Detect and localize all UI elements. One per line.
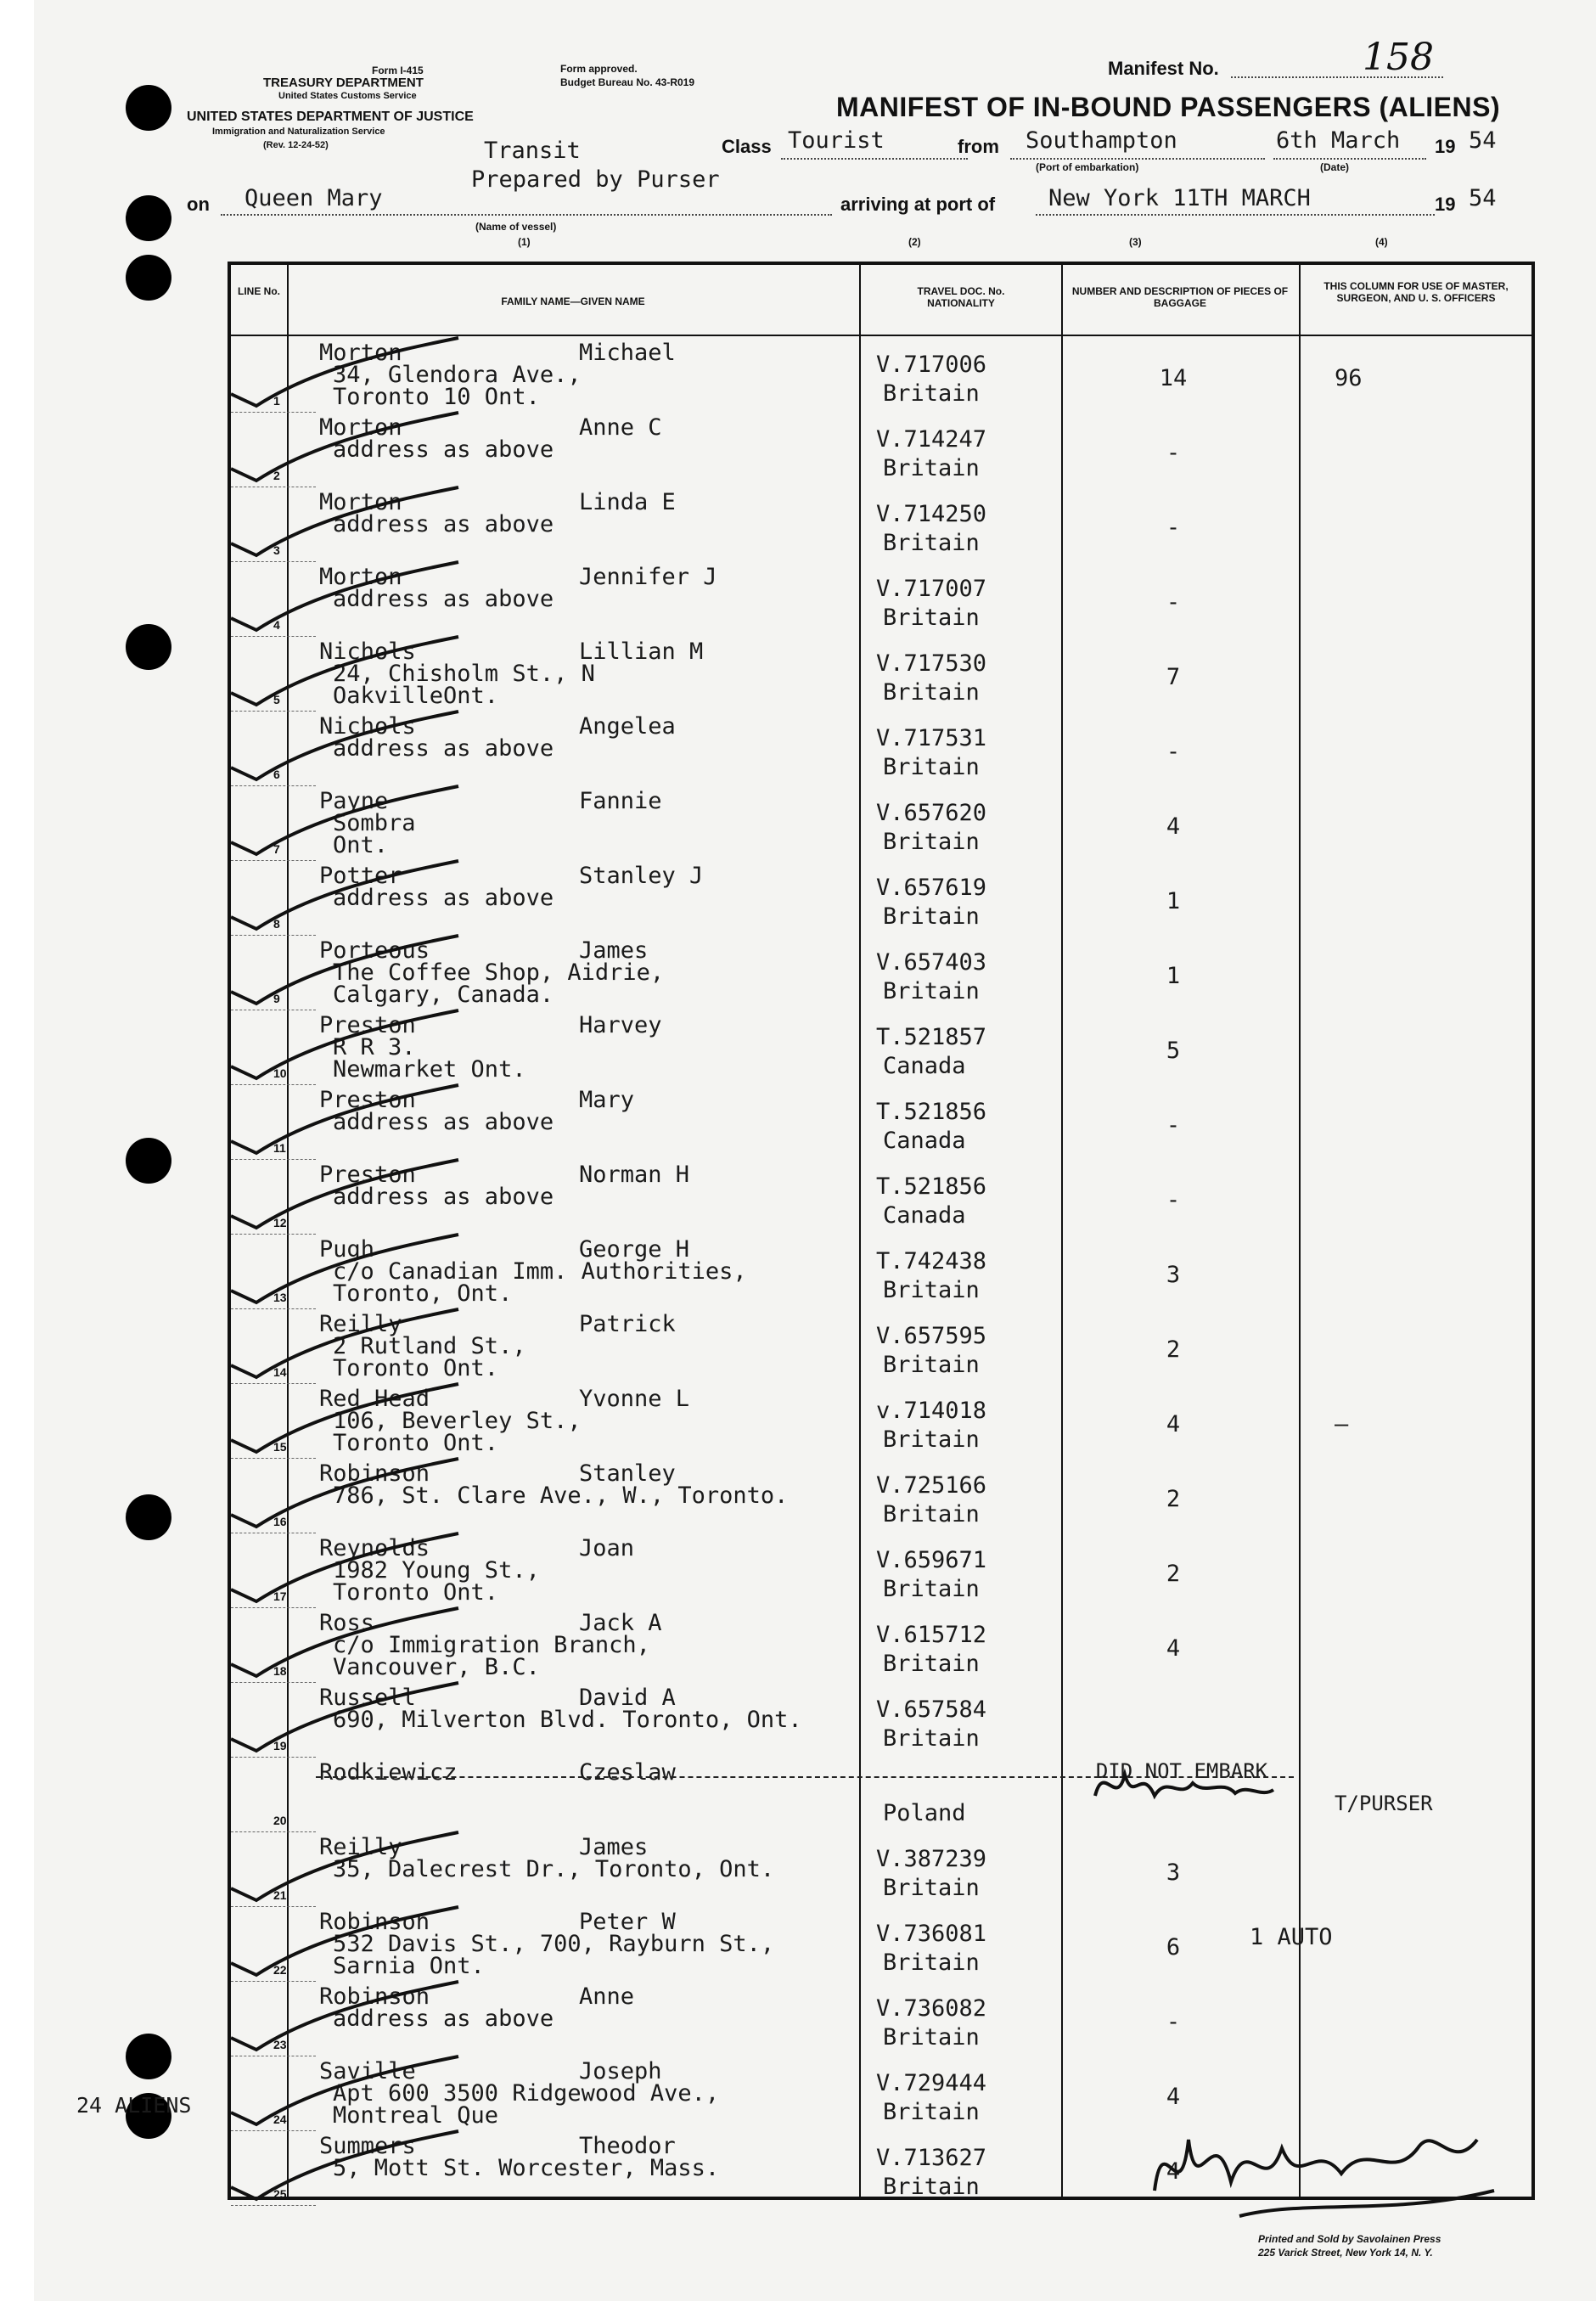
baggage-count: -	[1166, 739, 1181, 765]
address-line-1: 532 Davis St., 700, Rayburn St.,	[333, 1931, 775, 1957]
travel-doc-number: V.387239	[876, 1846, 987, 1872]
nationality: Britain	[883, 903, 980, 930]
travel-doc-number: V.657619	[876, 875, 987, 901]
travel-doc-number: V.657620	[876, 800, 987, 826]
line-number: 2	[273, 469, 280, 482]
line-number: 5	[273, 693, 280, 706]
treasury-dept: TREASURY DEPARTMENT	[263, 76, 424, 90]
given-name: Norman H	[579, 1162, 690, 1188]
travel-doc-number: V.736081	[876, 1921, 987, 1947]
table-row	[231, 786, 1531, 861]
col-name: FAMILY NAME—GIVEN NAME	[501, 295, 645, 307]
family-name: Morton	[319, 564, 402, 590]
given-name: Joan	[579, 1535, 635, 1561]
baggage-count: -	[1166, 2009, 1181, 2035]
baggage-count: 3	[1166, 1859, 1181, 1886]
family-name: Morton	[319, 489, 402, 515]
given-name: Theodor	[579, 2133, 676, 2159]
given-name: George H	[579, 1236, 690, 1263]
address-line-1: The Coffee Shop, Aidrie,	[333, 959, 665, 986]
table-row	[231, 637, 1531, 712]
address-line-1: 786, St. Clare Ave., W., Toronto.	[333, 1482, 789, 1509]
officer-note: T/PURSER	[1335, 1792, 1433, 1815]
line-number: 16	[273, 1515, 287, 1528]
address-line-1: 106, Beverley St.,	[333, 1408, 582, 1434]
baggage-count: 6	[1166, 1934, 1181, 1961]
given-name: Stanley J	[579, 863, 704, 889]
line-number: 11	[273, 1141, 286, 1155]
family-name: Preston	[319, 1162, 416, 1188]
nationality: Britain	[883, 1352, 980, 1378]
address-line-1: address as above	[333, 1109, 554, 1135]
address-line-1: address as above	[333, 735, 554, 762]
officer-note: 96	[1335, 365, 1363, 391]
manifest-no-label: Manifest No.	[1108, 58, 1219, 79]
baggage-count: 1	[1166, 888, 1181, 914]
line-number: 4	[273, 618, 280, 632]
given-name: Mary	[579, 1087, 635, 1113]
table-row	[231, 1982, 1531, 2056]
family-name: Morton	[319, 340, 402, 366]
revision: (Rev. 12-24-52)	[263, 140, 329, 150]
given-name: Linda E	[579, 489, 676, 515]
travel-doc-number: V.714250	[876, 501, 987, 527]
address-line-1: 690, Milverton Blvd. Toronto, Ont.	[333, 1707, 802, 1733]
vessel-caption: (Name of vessel)	[475, 221, 557, 233]
nationality: Britain	[883, 1651, 980, 1677]
nationality: Britain	[883, 1949, 980, 1976]
form-number: Form I-415	[372, 65, 424, 76]
nationality: Britain	[883, 1426, 980, 1453]
manifest-page	[34, 0, 1596, 2301]
family-name: Preston	[319, 1012, 416, 1038]
line-number: 8	[273, 917, 280, 931]
line-number: 17	[273, 1589, 287, 1603]
travel-doc-number: T.521856	[876, 1099, 987, 1125]
family-name: Russell	[319, 1685, 416, 1711]
table-row	[231, 1010, 1531, 1085]
port-caption: (Port of embarkation)	[1036, 161, 1139, 173]
given-name: Czeslaw	[579, 1759, 676, 1786]
baggage-count: 4	[1166, 813, 1181, 840]
family-name: Pugh	[319, 1236, 375, 1263]
class-value: Tourist	[788, 127, 885, 154]
given-name: Patrick	[579, 1311, 676, 1337]
travel-doc-number: T.521856	[876, 1173, 987, 1200]
travel-doc-number: V.725166	[876, 1472, 987, 1499]
officer-note: 1 AUTO	[1250, 1924, 1333, 1950]
manifest-number: 158	[1363, 36, 1434, 79]
line-number: 13	[273, 1291, 287, 1304]
arriving-value: New York 11TH MARCH	[1048, 185, 1311, 211]
line-number: 23	[273, 2038, 287, 2051]
baggage-count: -	[1166, 1112, 1181, 1139]
address-line-2: Newmarket Ont.	[333, 1056, 526, 1083]
address-line-2: Calgary, Canada.	[333, 982, 554, 1008]
col-baggage: NUMBER AND DESCRIPTION OF PIECES OF BAGGAGE	[1071, 285, 1289, 309]
address-line-1: Apt 600 3500 Ridgewood Ave.,	[333, 2080, 720, 2107]
table-row	[231, 1907, 1531, 1982]
table-row	[231, 487, 1531, 562]
baggage-count: 2	[1166, 1561, 1181, 1587]
line-number: 19	[273, 1739, 287, 1752]
line-number: 18	[273, 1664, 287, 1678]
nationality: Britain	[883, 2024, 980, 2051]
travel-doc-number: V.736082	[876, 1995, 987, 2022]
binder-hole	[126, 2034, 171, 2079]
nationality: Britain	[883, 1277, 980, 1303]
binder-hole	[126, 85, 171, 131]
address-line-2: Toronto Ont.	[333, 1355, 499, 1381]
year-b: 54	[1469, 185, 1497, 211]
justice-dept: UNITED STATES DEPARTMENT OF JUSTICE	[187, 110, 474, 124]
binder-hole	[126, 624, 171, 670]
line-number: 15	[273, 1440, 287, 1454]
family-name: Robinson	[319, 1983, 430, 2010]
nationality: Britain	[883, 605, 980, 631]
printer-line-2: 225 Varick Street, New York 14, N. Y.	[1258, 2247, 1433, 2259]
address-line-1: 34, Glendora Ave.,	[333, 362, 582, 388]
nationality: Canada	[883, 1053, 966, 1079]
nationality: Britain	[883, 2099, 980, 2125]
baggage-count: 14	[1159, 365, 1188, 391]
officer-signature	[1138, 2089, 1528, 2233]
address-line-1: address as above	[333, 2006, 554, 2032]
address-line-1: address as above	[333, 511, 554, 537]
line-number: 12	[273, 1216, 287, 1229]
baggage-count: 4	[1166, 2084, 1181, 2110]
line-number: 22	[273, 1963, 287, 1977]
family-name: Nichols	[319, 639, 416, 665]
table-row	[231, 861, 1531, 936]
date-caption: (Date)	[1320, 161, 1350, 173]
family-name: Rodkiewicz	[319, 1759, 458, 1786]
line-number: 7	[273, 842, 280, 856]
table-row	[231, 712, 1531, 786]
family-name: Robinson	[319, 1460, 430, 1487]
caption-4: (4)	[1375, 236, 1388, 248]
line-number: 14	[273, 1365, 287, 1379]
address-line-2: Sarnia Ont.	[333, 1953, 485, 1979]
nationality: Poland	[883, 1800, 966, 1826]
baggage-count: 5	[1166, 1038, 1181, 1064]
family-name: Ross	[319, 1610, 375, 1636]
family-name: Reilly	[319, 1311, 402, 1337]
address-line-1: 5, Mott St. Worcester, Mass.	[333, 2155, 720, 2181]
baggage-count: 3	[1166, 1262, 1181, 1288]
line-number: 1	[273, 394, 280, 408]
family-name: Saville	[319, 2058, 416, 2084]
nationality: Britain	[883, 1725, 980, 1752]
nationality: Britain	[883, 754, 980, 780]
line-number: 24	[273, 2113, 287, 2126]
aliens-count: 24 ALIENS	[76, 2093, 192, 2118]
table-row	[231, 1309, 1531, 1384]
table-row	[231, 1384, 1531, 1459]
nationality: Britain	[883, 530, 980, 556]
given-name: James	[579, 937, 649, 964]
year-prefix-b: 19	[1435, 194, 1456, 215]
given-name: James	[579, 1834, 649, 1860]
page-title: MANIFEST OF IN-BOUND PASSENGERS (ALIENS)	[836, 92, 1501, 122]
nationality: Britain	[883, 380, 980, 407]
given-name: Michael	[579, 340, 676, 366]
year-a: 54	[1469, 127, 1497, 154]
family-name: Payne	[319, 788, 389, 814]
given-name: Harvey	[579, 1012, 662, 1038]
table-row	[231, 1832, 1531, 1907]
arriving-label: arriving at port of	[840, 194, 996, 215]
from-value: Southampton	[1026, 127, 1177, 154]
address-line-1: 24, Chisholm St., N	[333, 661, 595, 687]
given-name: Fannie	[579, 788, 662, 814]
travel-doc-number: V.714247	[876, 426, 987, 453]
address-line-2: Ont.	[333, 832, 389, 858]
binder-hole	[126, 255, 171, 301]
binder-hole	[126, 1138, 171, 1184]
address-line-1: address as above	[333, 885, 554, 911]
travel-doc-number: V.717531	[876, 725, 987, 751]
vessel-name: Queen Mary	[244, 185, 383, 211]
line-number: 21	[273, 1888, 287, 1902]
given-name: Yvonne L	[579, 1386, 690, 1412]
travel-doc-number: V.717006	[876, 352, 987, 378]
address-line-1: c/o Immigration Branch,	[333, 1632, 650, 1658]
line-number: 20	[273, 1814, 287, 1827]
table-row	[231, 562, 1531, 637]
line-number: 3	[273, 543, 280, 557]
baggage-count: 4	[1166, 1411, 1181, 1437]
travel-doc-number: V.657584	[876, 1696, 987, 1723]
given-name: Lillian M	[579, 639, 704, 665]
table-row	[231, 936, 1531, 1010]
table-row	[231, 1608, 1531, 1683]
table-row	[231, 1459, 1531, 1533]
given-name: Peter W	[579, 1909, 676, 1935]
purser-signature	[1087, 1758, 1358, 1817]
nationality: Britain	[883, 1576, 980, 1602]
table-row	[231, 413, 1531, 487]
given-name: Joseph	[579, 2058, 662, 2084]
binder-hole	[126, 1494, 171, 1540]
baggage-count: DID NOT EMBARK	[1095, 1759, 1268, 1783]
family-name: Porteous	[319, 937, 430, 964]
baggage-count: 7	[1166, 664, 1181, 690]
given-name: Stanley	[579, 1460, 676, 1487]
year-prefix-a: 19	[1435, 136, 1456, 157]
travel-doc-number: V.659671	[876, 1547, 987, 1573]
on-label: on	[187, 194, 210, 215]
given-name: Anne	[579, 1983, 635, 2010]
travel-doc-number: V.657595	[876, 1323, 987, 1349]
address-line-1: 1982 Young St.,	[333, 1557, 540, 1584]
family-name: Reilly	[319, 1834, 402, 1860]
nationality: Canada	[883, 1202, 966, 1229]
nationality: Britain	[883, 978, 980, 1004]
baggage-count: -	[1166, 1187, 1181, 1213]
binder-hole	[126, 195, 171, 241]
family-name: Potter	[319, 863, 402, 889]
address-line-2: Toronto Ont.	[333, 1430, 499, 1456]
printer-line-1: Printed and Sold by Savolainen Press	[1258, 2233, 1441, 2245]
nationality: Britain	[883, 1501, 980, 1527]
travel-doc-number: V.615712	[876, 1622, 987, 1648]
travel-doc-number: T.742438	[876, 1248, 987, 1274]
address-line-2: OakvilleOnt.	[333, 683, 499, 709]
table-row	[231, 338, 1531, 413]
col-line-no: LINE No.	[238, 285, 280, 297]
address-line-2: Montreal Que	[333, 2102, 499, 2129]
family-name: Preston	[319, 1087, 416, 1113]
class-label: Class	[722, 136, 772, 157]
address-line-1: 2 Rutland St.,	[333, 1333, 526, 1359]
table-row	[231, 1683, 1531, 1758]
table-row	[231, 1160, 1531, 1235]
from-label: from	[958, 136, 999, 157]
address-line-1: Sombra	[333, 810, 416, 836]
baggage-count: -	[1166, 589, 1181, 616]
family-name: Reynolds	[319, 1535, 430, 1561]
address-line-1: c/o Canadian Imm. Authorities,	[333, 1258, 747, 1285]
baggage-count: 4	[1166, 2158, 1181, 2185]
address-line-2: Vancouver, B.C.	[333, 1654, 540, 1680]
budget-bureau: Budget Bureau No. 43-R019	[560, 76, 695, 88]
travel-doc-number: v.714018	[876, 1398, 987, 1424]
line-number: 25	[273, 2187, 287, 2201]
given-name: David A	[579, 1685, 676, 1711]
nationality: Britain	[883, 455, 980, 481]
col-officers: THIS COLUMN FOR USE OF MASTER, SURGEON, AND U. S. OFFICERS	[1323, 280, 1509, 304]
table-row	[231, 1085, 1531, 1160]
caption-3: (3)	[1129, 236, 1142, 248]
nationality: Britain	[883, 1875, 980, 1901]
header-divider	[231, 335, 1531, 336]
customs-service: United States Customs Service	[278, 91, 417, 101]
travel-doc-number: T.521857	[876, 1024, 987, 1050]
family-name: Robinson	[319, 1909, 430, 1935]
family-name: Morton	[319, 414, 402, 441]
caption-2: (2)	[908, 236, 921, 248]
table-row	[231, 1533, 1531, 1608]
travel-doc-number: V.717007	[876, 576, 987, 602]
address-line-2: Toronto 10 Ont.	[333, 384, 540, 410]
travel-doc-number: V.729444	[876, 2070, 987, 2096]
baggage-count: 4	[1166, 1635, 1181, 1662]
baggage-count: 2	[1166, 1486, 1181, 1512]
baggage-count: -	[1166, 440, 1181, 466]
baggage-count: 2	[1166, 1336, 1181, 1363]
table-row	[231, 1235, 1531, 1309]
travel-doc-number: V.717530	[876, 650, 987, 677]
address-line-2: Toronto, Ont.	[333, 1280, 513, 1307]
nationality: Britain	[883, 2174, 980, 2200]
form-approved: Form approved.	[560, 63, 638, 75]
prepared-note: Prepared by Purser	[471, 166, 720, 193]
travel-doc-number: V.713627	[876, 2145, 987, 2171]
given-name: Angelea	[579, 713, 676, 740]
transit-note: Transit	[484, 138, 581, 164]
caption-1: (1)	[518, 236, 531, 248]
date-value: 6th March	[1276, 127, 1401, 154]
line-number: 9	[273, 992, 280, 1005]
given-name: Anne C	[579, 414, 662, 441]
address-line-1: address as above	[333, 586, 554, 612]
immigration-service: Immigration and Naturalization Service	[212, 127, 385, 137]
address-line-2: Toronto Ont.	[333, 1579, 499, 1606]
family-name: Summers	[319, 2133, 416, 2159]
address-line-1: address as above	[333, 1184, 554, 1210]
line-number: 6	[273, 768, 280, 781]
given-name: Jack A	[579, 1610, 662, 1636]
baggage-count: 1	[1166, 963, 1181, 989]
address-line-1: R R 3.	[333, 1034, 416, 1060]
family-name: Nichols	[319, 713, 416, 740]
travel-doc-number: V.657403	[876, 949, 987, 976]
nationality: Britain	[883, 679, 980, 706]
family-name: Red Head	[319, 1386, 430, 1412]
line-number: 10	[273, 1066, 287, 1080]
col-travel: TRAVEL DOC. No. NATIONALITY	[917, 285, 1005, 309]
given-name: Jennifer J	[579, 564, 717, 590]
baggage-count: -	[1166, 515, 1181, 541]
address-line-1: address as above	[333, 436, 554, 463]
passenger-table	[228, 262, 1535, 2200]
nationality: Britain	[883, 829, 980, 855]
address-line-1: 35, Dalecrest Dr., Toronto, Ont.	[333, 1856, 775, 1882]
officer-note: —	[1335, 1411, 1349, 1437]
nationality: Canada	[883, 1128, 966, 1154]
